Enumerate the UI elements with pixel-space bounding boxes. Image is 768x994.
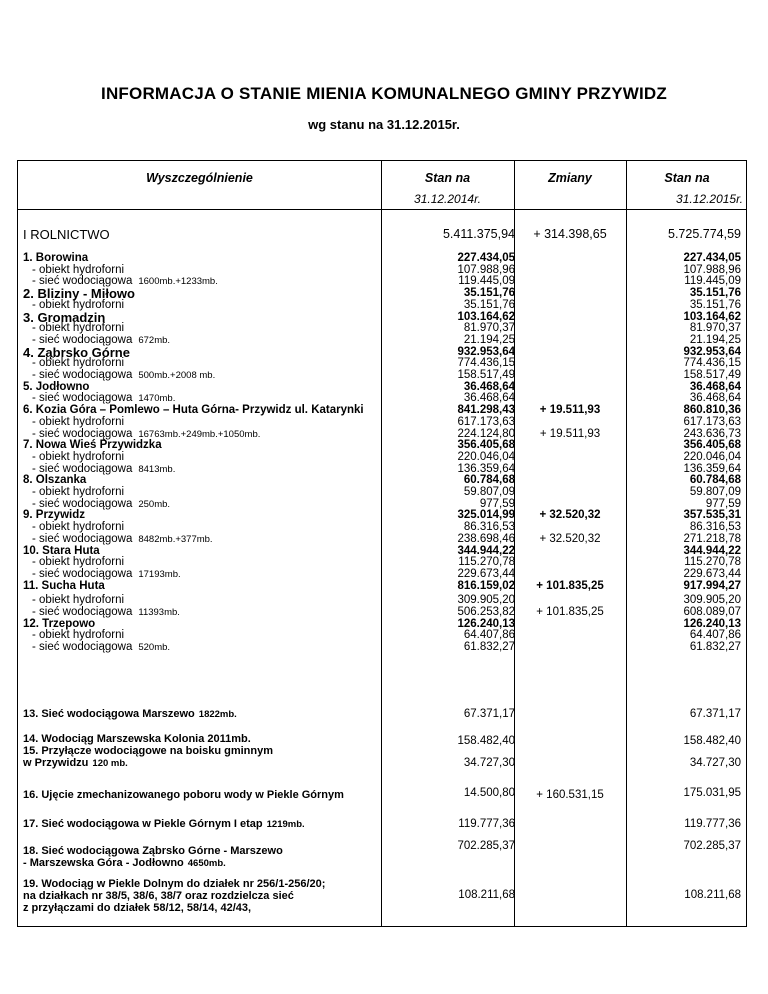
row-value-2014: 224.124,80: [457, 427, 515, 440]
row-change: + 101.835,25: [536, 579, 604, 592]
row-value-2015: 107.988,96: [683, 263, 741, 276]
row-value-2015: 860.810,36: [683, 404, 741, 417]
row-label: - obiekt hydroforni: [32, 594, 125, 607]
row-label: 5. Jodłowno: [23, 380, 90, 393]
row-value-2015: 81.970,37: [689, 322, 741, 335]
row-value-2014: 108.211,68: [458, 889, 515, 901]
page-subtitle: wg stanu na 31.12.2015r.: [308, 117, 460, 132]
table-row-label: [23, 309, 106, 325]
row-label: - obiekt hydroforni: [32, 486, 125, 498]
table-row-label: [23, 581, 105, 592]
row-value-2014: 506.253,82: [457, 606, 515, 618]
row-value-2014: 227.434,05: [457, 252, 515, 264]
table-row-label: [32, 358, 124, 369]
row-label: - obiekt hydroforni: [32, 322, 125, 335]
table-row-label: [23, 846, 283, 857]
row-note: 1219mb.: [266, 819, 305, 830]
row-label: - sieć wodociągowa: [32, 462, 133, 475]
row-value-2015: 35.151,76: [689, 298, 741, 311]
row-label: 10. Stara Huta: [23, 544, 100, 557]
row-value-2015: 356.405,68: [683, 439, 741, 452]
row-value-2015: 35.151,76: [689, 287, 741, 300]
table-row-label: [32, 569, 181, 580]
row-label: - Marszewska Góra - Jodłowno: [23, 857, 184, 869]
row-label: - sieć wodociągowa: [32, 275, 133, 288]
row-value-2014: 86.316,53: [463, 521, 515, 534]
row-label: - sieć wodociągowa: [32, 369, 133, 381]
row-value-2015: 702.285,37: [683, 840, 741, 852]
table-row-label: [23, 253, 88, 264]
row-value-2015: 119.777,36: [684, 818, 741, 830]
row-value-2014: 21.194,25: [463, 333, 515, 346]
table-row-label: [23, 286, 135, 302]
table-row-label: [23, 619, 95, 630]
header-col3-label: Stan na: [664, 171, 710, 185]
row-value-2015: 344.944,22: [683, 544, 741, 557]
row-value-2015: 36.468,64: [689, 380, 741, 393]
row-label: - obiekt hydroforni: [32, 629, 125, 642]
row-value-2014: 158.482,40: [457, 735, 515, 747]
table-row-label: [32, 265, 124, 276]
row-value-2014: 119.777,36: [458, 818, 515, 830]
table-row-label: [32, 417, 124, 428]
header-col1-label: Stan na: [424, 171, 471, 185]
row-note: 520mb.: [138, 642, 171, 654]
table-row-label: [23, 709, 237, 720]
row-note: 8482mb.+377mb.: [138, 533, 213, 545]
row-change: + 19.511,93: [539, 404, 601, 417]
row-note: 672mb.: [138, 334, 171, 346]
row-change: + 160.531,15: [536, 789, 604, 801]
table-row-label-line2: [23, 858, 226, 869]
header-col1-date: 31.12.2014r.: [414, 192, 481, 206]
column-divider: [381, 161, 382, 926]
row-value-2014: 59.807,09: [463, 486, 515, 498]
table-row-label: [32, 452, 124, 463]
row-value-2015: 158.517,49: [683, 369, 741, 381]
table-row-label: [32, 534, 213, 545]
row-label: - sieć wodociągowa: [32, 606, 133, 618]
row-value-2015: 21.194,25: [689, 333, 741, 346]
row-label: 8. Olszanka: [23, 474, 87, 487]
table-row-label: [32, 642, 170, 653]
table-row-label: [23, 734, 251, 745]
row-change: + 32.520,32: [539, 509, 601, 522]
row-value-2014: 60.784,68: [463, 474, 515, 487]
page-title: INFORMACJA O STANIE MIENIA KOMUNALNEGO GMINY PRZYWIDZ: [101, 84, 667, 103]
table-row-label: [23, 790, 344, 801]
row-label: - obiekt hydroforni: [32, 263, 125, 276]
table-row-label: [23, 440, 162, 451]
header-description: Wyszczególnienie: [146, 171, 253, 185]
row-note: 16763mb.+249mb.+1050mb.: [138, 428, 261, 440]
table-row-label: [23, 510, 85, 521]
row-value-2015: 175.031,95: [683, 787, 741, 799]
row-value-2015: 977,59: [705, 497, 741, 510]
row-value-2014: 119.445,09: [458, 275, 515, 288]
row-label: 9. Przywidz: [23, 509, 85, 522]
row-value-2015: 34.727,30: [689, 757, 741, 769]
row-value-2014: 356.405,68: [457, 439, 515, 452]
row-label: 11. Sucha Huta: [23, 579, 105, 592]
row-value-2014: 35.151,76: [463, 298, 515, 311]
row-value-2014: 932.953,64: [457, 345, 515, 358]
row-label: 13. Sieć wodociągowa Marszewo: [23, 708, 195, 720]
row-value-2015: 229.673,44: [683, 567, 741, 580]
row-value-2014: 325.014,99: [457, 509, 515, 522]
row-label: 19. Wodociąg w Piekle Dolnym do działek nr 256/1-256/20;: [23, 878, 326, 890]
header-col2-label: Zmiany: [548, 171, 592, 185]
row-value-2015: 608.089,07: [683, 606, 741, 618]
table-row-label-line2: [23, 758, 128, 769]
row-value-2014: 81.970,37: [463, 322, 515, 335]
table-row-label: [32, 487, 124, 498]
row-value-2014: 126.240,13: [457, 617, 515, 630]
row-value-2015: 59.807,09: [689, 486, 741, 498]
row-label: - obiekt hydroforni: [32, 298, 125, 311]
table-row-label: [23, 879, 325, 890]
row-label: 2. Bliziny - Miłowo: [23, 286, 135, 302]
row-value-2014: 103.164,62: [457, 310, 515, 323]
row-label: - sieć wodociągowa: [32, 333, 133, 346]
table-row-label: [32, 323, 124, 334]
row-label: 6. Kozia Góra – Pomlewo – Huta Górna- Przywidz ul. Katarynki: [23, 404, 364, 417]
row-note: 120 mb.: [92, 758, 128, 769]
row-value-2014: 34.727,30: [463, 757, 515, 769]
row-value-2014: 136.359,64: [457, 462, 515, 475]
row-value-2015: 126.240,13: [683, 617, 741, 630]
table-row-label: [23, 746, 273, 757]
row-label: 7. Nowa Wieś Przywidzka: [23, 439, 162, 452]
table-row-label: [32, 393, 175, 404]
row-label: 18. Sieć wodociągowa Ząbrsko Górne - Marszewo: [23, 845, 283, 857]
row-value-2014: 67.371,17: [463, 708, 515, 720]
row-label: 16. Ujęcie zmechanizowanego poboru wody w Piekle Górnym: [23, 789, 344, 801]
row-value-2015: 243.636,73: [683, 427, 741, 440]
property-table: [17, 160, 747, 927]
row-value-2015: 357.535,31: [683, 509, 741, 522]
row-label: - obiekt hydroforni: [32, 556, 125, 569]
row-label: w Przywidzu: [23, 757, 89, 769]
section-label: I ROLNICTWO: [23, 227, 110, 242]
row-label: 12. Trzepowo: [23, 617, 96, 630]
table-row-label: [32, 522, 124, 533]
row-label: - sieć wodociągowa: [32, 567, 133, 580]
table-row-label-line3: [23, 903, 251, 914]
row-note: 250mb.: [138, 498, 171, 510]
row-value-2014: 617.173,63: [457, 415, 515, 428]
table-row-label: [32, 429, 260, 440]
section-value-2014: 5.411.375,94: [442, 227, 515, 241]
row-value-2014: 344.944,22: [457, 544, 515, 557]
row-value-2014: 774.436,15: [457, 357, 515, 370]
row-label: 15. Przyłącze wodociągowe na boisku gminnym: [23, 745, 274, 757]
row-label: 4. Ząbrsko Górne: [23, 344, 130, 360]
row-value-2015: 309.905,20: [683, 594, 741, 607]
header-divider: [18, 209, 746, 210]
table-row-label: [32, 607, 180, 618]
row-value-2015: 64.407,86: [689, 629, 741, 642]
row-label: - sieć wodociągowa: [32, 497, 133, 510]
row-change: + 19.511,93: [539, 427, 601, 440]
row-label: - obiekt hydroforni: [32, 521, 125, 534]
table-row-label: [32, 595, 124, 606]
row-value-2014: 158.517,49: [457, 369, 515, 381]
row-change: + 32.520,32: [539, 532, 601, 545]
row-value-2015: 271.218,78: [683, 532, 741, 545]
table-row-label: [32, 557, 124, 568]
row-value-2015: 108.211,68: [684, 889, 741, 901]
row-value-2014: 14.500,80: [463, 787, 515, 799]
row-value-2015: 158.482,40: [683, 735, 741, 747]
table-row-label: [23, 382, 89, 393]
row-value-2014: 36.468,64: [463, 380, 515, 393]
row-value-2015: 136.359,64: [683, 462, 741, 475]
row-label: - obiekt hydroforni: [32, 415, 125, 428]
table-row-label: [23, 405, 364, 416]
row-note: 1600mb.+1233mb.: [138, 276, 218, 288]
row-label: z przyłączami do działek 58/12, 58/14, 42/43,: [23, 902, 252, 914]
row-label: - sieć wodociągowa: [32, 641, 133, 654]
table-row-label: [23, 344, 130, 360]
row-value-2014: 238.698,46: [457, 532, 515, 545]
row-value-2015: 119.445,09: [684, 275, 741, 288]
table-row-label: [32, 464, 175, 475]
row-value-2014: 309.905,20: [457, 594, 515, 607]
section-value-2015: 5.725.774,59: [668, 227, 741, 241]
table-row-label: [23, 819, 305, 830]
row-label: 14. Wodociąg Marszewska Kolonia 2011mb.: [23, 733, 251, 745]
row-note: 11393mb.: [138, 607, 180, 618]
row-note: 4650mb.: [187, 858, 226, 869]
row-value-2015: 60.784,68: [689, 474, 741, 487]
row-label: 3. Gromadzin: [23, 309, 106, 325]
row-value-2015: 103.164,62: [683, 310, 741, 323]
row-label: - sieć wodociągowa: [32, 392, 133, 405]
row-label: - obiekt hydroforni: [32, 357, 125, 370]
row-value-2015: 774.436,15: [683, 357, 741, 370]
row-value-2014: 107.988,96: [457, 263, 515, 276]
row-label: na działkach nr 38/5, 38/6, 38/7 oraz rozdzielcza sieć: [23, 890, 294, 902]
row-value-2014: 115.270,78: [458, 556, 515, 569]
row-value-2014: 61.832,27: [463, 641, 515, 654]
section-change: + 314.398,65: [533, 227, 607, 241]
table-row-label: [23, 475, 86, 486]
row-value-2014: 841.298,43: [457, 404, 515, 417]
row-value-2014: 977,59: [479, 497, 515, 510]
row-value-2014: 220.046,04: [457, 450, 515, 463]
row-note: 1822mb.: [198, 709, 237, 720]
table-row-label: [32, 630, 124, 641]
row-label: 1. Borowina: [23, 252, 89, 264]
row-value-2014: 702.285,37: [457, 840, 515, 852]
row-value-2014: 64.407,86: [463, 629, 515, 642]
row-value-2015: 86.316,53: [689, 521, 741, 534]
row-value-2015: 917.994,27: [683, 579, 741, 592]
row-label: 17. Sieć wodociągowa w Piekle Górnym I etap: [23, 818, 263, 830]
row-value-2015: 617.173,63: [683, 415, 741, 428]
row-value-2015: 220.046,04: [683, 450, 741, 463]
header-col3-date: 31.12.2015r.: [676, 192, 743, 206]
row-value-2015: 932.953,64: [683, 345, 741, 358]
row-note: 500mb.+2008 mb.: [138, 370, 216, 381]
row-value-2014: 36.468,64: [463, 392, 515, 405]
row-note: 8413mb.: [138, 463, 176, 475]
row-value-2014: 229.673,44: [457, 567, 515, 580]
row-label: - sieć wodociągowa: [32, 427, 133, 440]
row-value-2014: 816.159,02: [457, 579, 515, 592]
row-note: 1470mb.: [138, 393, 176, 405]
row-label: - obiekt hydroforni: [32, 450, 125, 463]
row-value-2015: 36.468,64: [689, 392, 741, 405]
row-label: - sieć wodociągowa: [32, 532, 133, 545]
table-row-label-line2: [23, 891, 294, 902]
table-row-label: [32, 370, 215, 381]
row-note: 17193mb.: [138, 568, 181, 580]
row-value-2015: 115.270,78: [684, 556, 741, 569]
row-change: + 101.835,25: [536, 606, 604, 618]
row-value-2015: 227.434,05: [683, 252, 741, 264]
table-row-label: [23, 546, 100, 557]
row-value-2014: 35.151,76: [463, 287, 515, 300]
row-value-2015: 61.832,27: [689, 641, 741, 654]
table-row-label: [32, 499, 170, 510]
row-value-2015: 67.371,17: [689, 708, 741, 720]
